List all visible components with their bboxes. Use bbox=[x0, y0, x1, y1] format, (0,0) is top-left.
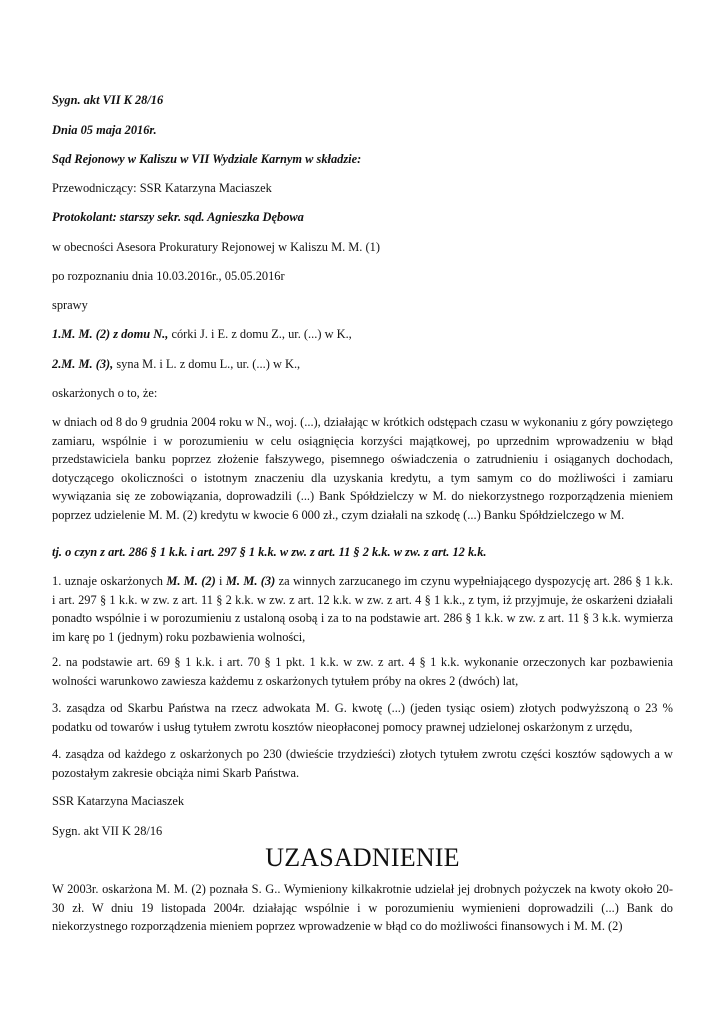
verdict-item-1-defendant-2: M. M. (3) bbox=[225, 574, 276, 588]
verdict-item-1: 1. uznaje oskarżonych M. M. (2) i M. M. (3) za winnych zarzucanego im czynu wypełniającego dyspozycję art. 286 § 1 k.k. i art. 297 § 1 k.k. w zw. z art. 11 § 2 k.k. w zw. z art. 12 k.k. w zw. z art. 4 § 1 k.k., z tym, iż przyjmuje, że oskarżeni działali ponadto wspólnie i w porozumieniu z ustaloną osobą i za to na podstawie art. 286 § 1 k.k. w zw. z art. 11 § 3 k.k. wymierza im karę po 1 (jednym) roku pozbawienia wolności, bbox=[52, 574, 673, 644]
justification-text: W 2003r. oskarżona M. M. (2) poznała S. G.. Wymieniony kilkakrotnie udzielał jej drobnych pożyczek na kwoty około 20-30 zł. W dniu 19 listopada 2004r. działając wspólnie i w porozumieniu wymienieni doprowadzili (...) Bank do niekorzystnego rozporządzenia mieniem poprzez wprowadzenie w błąd co do możliwości finansowych i M. M. (2) bbox=[52, 882, 673, 934]
defendant-1 bbox=[52, 325, 673, 344]
prosecutor-presence: w obecności Asesora Prokuratury Rejonowej w Kaliszu M. M. (1) bbox=[52, 240, 380, 254]
defendant-1-name: 1.M. M. (2) z domu N., bbox=[52, 327, 169, 341]
court-composition: Sąd Rejonowy w Kaliszu w VII Wydziale Karnym w składzie: bbox=[52, 152, 362, 166]
verdict-date: Dnia 05 maja 2016r. bbox=[52, 123, 157, 137]
defendant-2 bbox=[52, 355, 673, 374]
hearing-dates: po rozpoznaniu dnia 10.03.2016r., 05.05.2016r bbox=[52, 269, 285, 283]
verdict-item-3: 3. zasądza od Skarbu Państwa na rzecz adwokata M. G. kwotę (...) (jeden tysiąc osiem) złotych podwyższoną o 23 % podatku od towarów i usług tytułem zwrotu kosztów nieopłaconej pomocy prawnej udzielonej oskarżonym z urzędu, bbox=[52, 701, 673, 734]
justification-title: UZASADNIENIE bbox=[265, 843, 460, 872]
case-signature: Sygn. akt VII K 28/16 bbox=[52, 93, 164, 107]
judge-signature: SSR Katarzyna Maciaszek bbox=[52, 794, 185, 808]
charges-legal-basis: tj. o czyn z art. 286 § 1 k.k. i art. 297 § 1 k.k. w zw. z art. 11 § 2 k.k. w zw. z art. 12 k.k. bbox=[52, 545, 487, 559]
charges-description: w dniach od 8 do 9 grudnia 2004 roku w N., woj. (...), działając w krótkich odstępach czasu w wykonaniu z góry powziętego zamiaru, wspólnie i w porozumieniu w celu osiągnięcia korzyści majątkowej, po uprzednim wprowadzeniu w błąd przedstawiciela banku poprzez złożenie fałszywego, pisemnego oświadczenia o zatrudnieniu i osiąganych dochodach, dotyczącego okoliczności o istotnym znaczeniu dla uzyskania kredytu, a tym samym co do możliwości i zamiaru wywiązania się ze zobowiązania, doprowadzili (...) Bank Spółdzielczy w M. do niekorzystnego rozporządzenia mieniem poprzez udzielenie M. M. (2) kredytu w kwocie 6 000 zł., czym działali na szkodę (...) Banku Spółdzielczego w M. bbox=[52, 415, 673, 522]
case-signature-repeat: Sygn. akt VII K 28/16 bbox=[52, 824, 163, 838]
verdict-item-1-defendant-1: M. M. (2) bbox=[166, 574, 216, 588]
defendant-2-name: 2.M. M. (3), bbox=[52, 357, 114, 371]
presiding-judge: Przewodniczący: SSR Katarzyna Maciaszek bbox=[52, 181, 272, 195]
court-clerk: Protokolant: starszy sekr. sąd. Agnieszka Dębowa bbox=[52, 210, 304, 224]
case-label: sprawy bbox=[52, 298, 88, 312]
defendant-2-details: syna M. i L. z domu L., ur. (...) w K., bbox=[113, 357, 301, 371]
verdict-item-4: 4. zasądza od każdego z oskarżonych po 230 (dwieście trzydzieści) złotych tytułem zwrotu części kosztów sądowych a w pozostałym zakresie obciąża nimi Skarb Państwa. bbox=[52, 747, 673, 780]
charges-intro: oskarżonych o to, że: bbox=[52, 386, 158, 400]
verdict-item-2: 2. na podstawie art. 69 § 1 k.k. i art. 70 § 1 pkt. 1 k.k. w zw. z art. 4 § 1 k.k. wykonanie orzeczonych kar pozbawienia wolności warunkowo zawiesza każdemu z oskarżonych tytułem próby na okres 2 (dwóch) lat, bbox=[52, 655, 673, 688]
defendant-1-details: córki J. i E. z domu Z., ur. (...) w K., bbox=[168, 327, 352, 341]
